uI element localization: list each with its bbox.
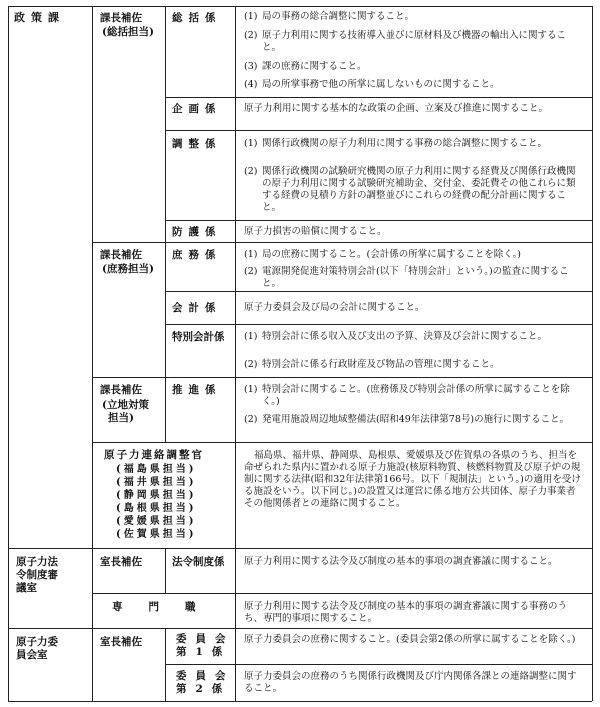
liaison-title: 原子力連絡調整官	[104, 449, 204, 461]
specialist-text: 原子力利用に関する法令及び制度の基本的事項の調査審議に関する事務のうち、専門的事項に関すること。	[244, 601, 568, 624]
left-border	[8, 6, 9, 701]
unit3-head-sub: 担当)	[108, 412, 134, 424]
section-name: 会計係	[172, 302, 222, 314]
divider-h	[8, 628, 592, 629]
specialist-label: 専門職	[112, 601, 222, 613]
law-section-name: 法令制度係	[172, 556, 225, 568]
committee-section-text: 原子力委員会の庶務のうち関係行政機関及び庁内関係各課との連絡調整に関すること。	[244, 671, 577, 694]
divider-h	[92, 242, 592, 243]
section-name: 調整係	[172, 138, 222, 150]
committee-section-name: 委員会	[176, 633, 235, 645]
unit1-head-sub: (総括担当)	[102, 26, 154, 38]
liaison-pref: (福島県担当)	[116, 464, 197, 475]
law-section-text: 原子力利用に関する法令及び制度の基本的事項の調査審議に関すること。	[244, 556, 558, 567]
divider-h	[165, 97, 592, 98]
section-text: 原子力委員会及び局の会計に関すること。	[244, 302, 425, 313]
committee-section-name: 第2係	[176, 683, 232, 695]
section-name: 企画係	[172, 103, 222, 115]
divider-v1	[92, 6, 93, 548]
unit1-head: 課長補佐	[100, 12, 142, 24]
divider-h	[92, 593, 592, 594]
committee-section-name: 第1係	[176, 646, 232, 658]
committee-office-name: 原子力委	[16, 636, 58, 648]
committee-office-name: 員会室	[16, 649, 48, 661]
divider-v	[92, 548, 93, 701]
unit2-head: 課長補佐	[100, 249, 142, 261]
committee-section-text: 原子力委員会の庶務に関すること。(委員会第2係の所掌に属することを除く。)	[244, 634, 576, 645]
liaison-pref: (静岡県担当)	[116, 490, 197, 501]
section-name: 総括係	[172, 12, 222, 24]
divider-h	[165, 130, 592, 131]
law-office-name: 議室	[16, 582, 37, 594]
law-office-name: 令制度審	[16, 569, 58, 581]
divider-h	[165, 220, 592, 221]
section-name: 特別会計係	[172, 331, 225, 343]
liaison-text: 福島県、福井県、静岡県、島根県、愛媛県及び佐賀県の各県のうち、担当を命ぜられた県内に置かれる原子力施設(核原料物質、核燃料物質及び原子炉の規制に関する法律(昭和32年法律第166号。以下「規制法」という。)の適用を受ける施設をいう。以下同じ。)の設置又は運営に係る地方公共団体、原子力事業者その他関係者との連絡に関すること。	[244, 450, 581, 509]
committee-section-name: 委員会	[176, 670, 235, 682]
top-border	[8, 6, 592, 7]
org-table-page: 政策課 課長補佐 (総括担当) 総括係 (1) 局の事務の総合調整に関すること。 (2) 原子力利用に関する技術導入並びに原材料及び機器の輸出入に関すること。 (3) 課の庶務に関すること。 (4) 局の所掌事務で他の所掌に属しないものに関すること。 企画係 原子力利用に関する基本的な政策の企画、立案及び推進に関すること。 調整係 (1) 関係行政機関の原子力利用に関する事務の総合調整に関すること。 (2) 関係行政機関の試験研究機関の原子力利用に関する経費及び関係行政機関の原子力利用に関する試験研究補助金、交付金、委託費その他これらに類する経費の見積り方針の調整並びにこれらの経費の配分計画に関すること。 防護係 原子力損害の賠償に関すること。 課長補佐 (庶務担当) 庶務係 (1) 局の庶務に関すること。(会計係の所掌に属することを除く。) (2) 電源開発促進対策特別会計(以下「特別会計」という。)の監査に関すること。 会計係 原子力委員会及び局の会計に関すること。 特別会計係 (1) 特別会計に係る収入及び支出の予算、決算及び会計に関すること。 (2) 特別会計に係る行政財産及び物品の管理に関すること。 課長補佐 (立地対策 担当) 推進係 (1) 特別会計に関すること。(庶務係及び特別会計係の所掌に属することを除く。) (2) 発電用施設周辺地域整備法(昭和49年法律第78号)の施行に関すること。 原子力連絡調整官 (福島県担当) (福井県担当) (静岡県担当) (島根県担当) (愛媛県担当) (佐賀県担当) 福島県、福井県、静岡県、島根県、愛媛県及び佐賀県の各県のうち、担当を命ぜられた県内に置かれる原子力施設(核原料物質、核燃料物質及び原子炉の規制に関する法律(昭和32年法律第166号。以下「規制法」という。)の適用を受ける施設をいう。以下同じ。)の設置又は運営に係る地方公共団体、原子力事業者その他関係者との連絡に関すること。 原子力法 令制度審 議室 室長補佐 法令制度係 原子力利用に関する法令及び制度の基本的事項の調査審議に関すること。 専門職 原子力利用に関する法令及び制度の基本的事項の調査審議に関する事務のうち、専門的事項に関すること。 原子力委 員会室 室長補佐 委員会 第1係 原子力委員会の庶務に関すること。(委員会第2係の所掌に属することを除く。) 委員会 第2係 原子力委員会の庶務のうち関係行政機関及び庁内関係各課との連絡調整に関すること。	[0, 0, 600, 707]
divider-h	[165, 291, 592, 292]
division-name: 政策課	[14, 11, 65, 24]
section-text: 原子力利用に関する基本的な政策の企画、立案及び推進に関すること。	[244, 103, 549, 114]
divider-h	[165, 664, 592, 665]
section-text: 原子力損害の賠償に関すること。	[244, 226, 387, 237]
unit3-head: 課長補佐	[100, 384, 142, 396]
divider-h	[92, 377, 592, 378]
unit3-head-sub: (立地対策	[102, 399, 149, 411]
section-name: 防護係	[172, 226, 222, 238]
liaison-pref: (佐賀県担当)	[116, 529, 197, 540]
divider-h	[8, 548, 592, 549]
right-border	[592, 6, 593, 701]
unit2-head-sub: (庶務担当)	[102, 263, 154, 275]
section-name: 庶務係	[172, 249, 222, 261]
law-office-head: 室長補佐	[100, 556, 142, 568]
liaison-pref: (福井県担当)	[116, 477, 197, 488]
section-name: 推進係	[172, 384, 222, 396]
divider-h	[165, 324, 592, 325]
bottom-border	[8, 701, 592, 702]
law-office-name: 原子力法	[16, 556, 58, 568]
committee-office-head: 室長補佐	[100, 636, 142, 648]
divider-h	[92, 442, 592, 443]
divider-v	[235, 442, 236, 548]
divider-v	[165, 548, 166, 593]
liaison-pref: (愛媛県担当)	[116, 516, 197, 527]
divider-v	[235, 548, 236, 628]
liaison-pref: (島根県担当)	[116, 503, 197, 514]
